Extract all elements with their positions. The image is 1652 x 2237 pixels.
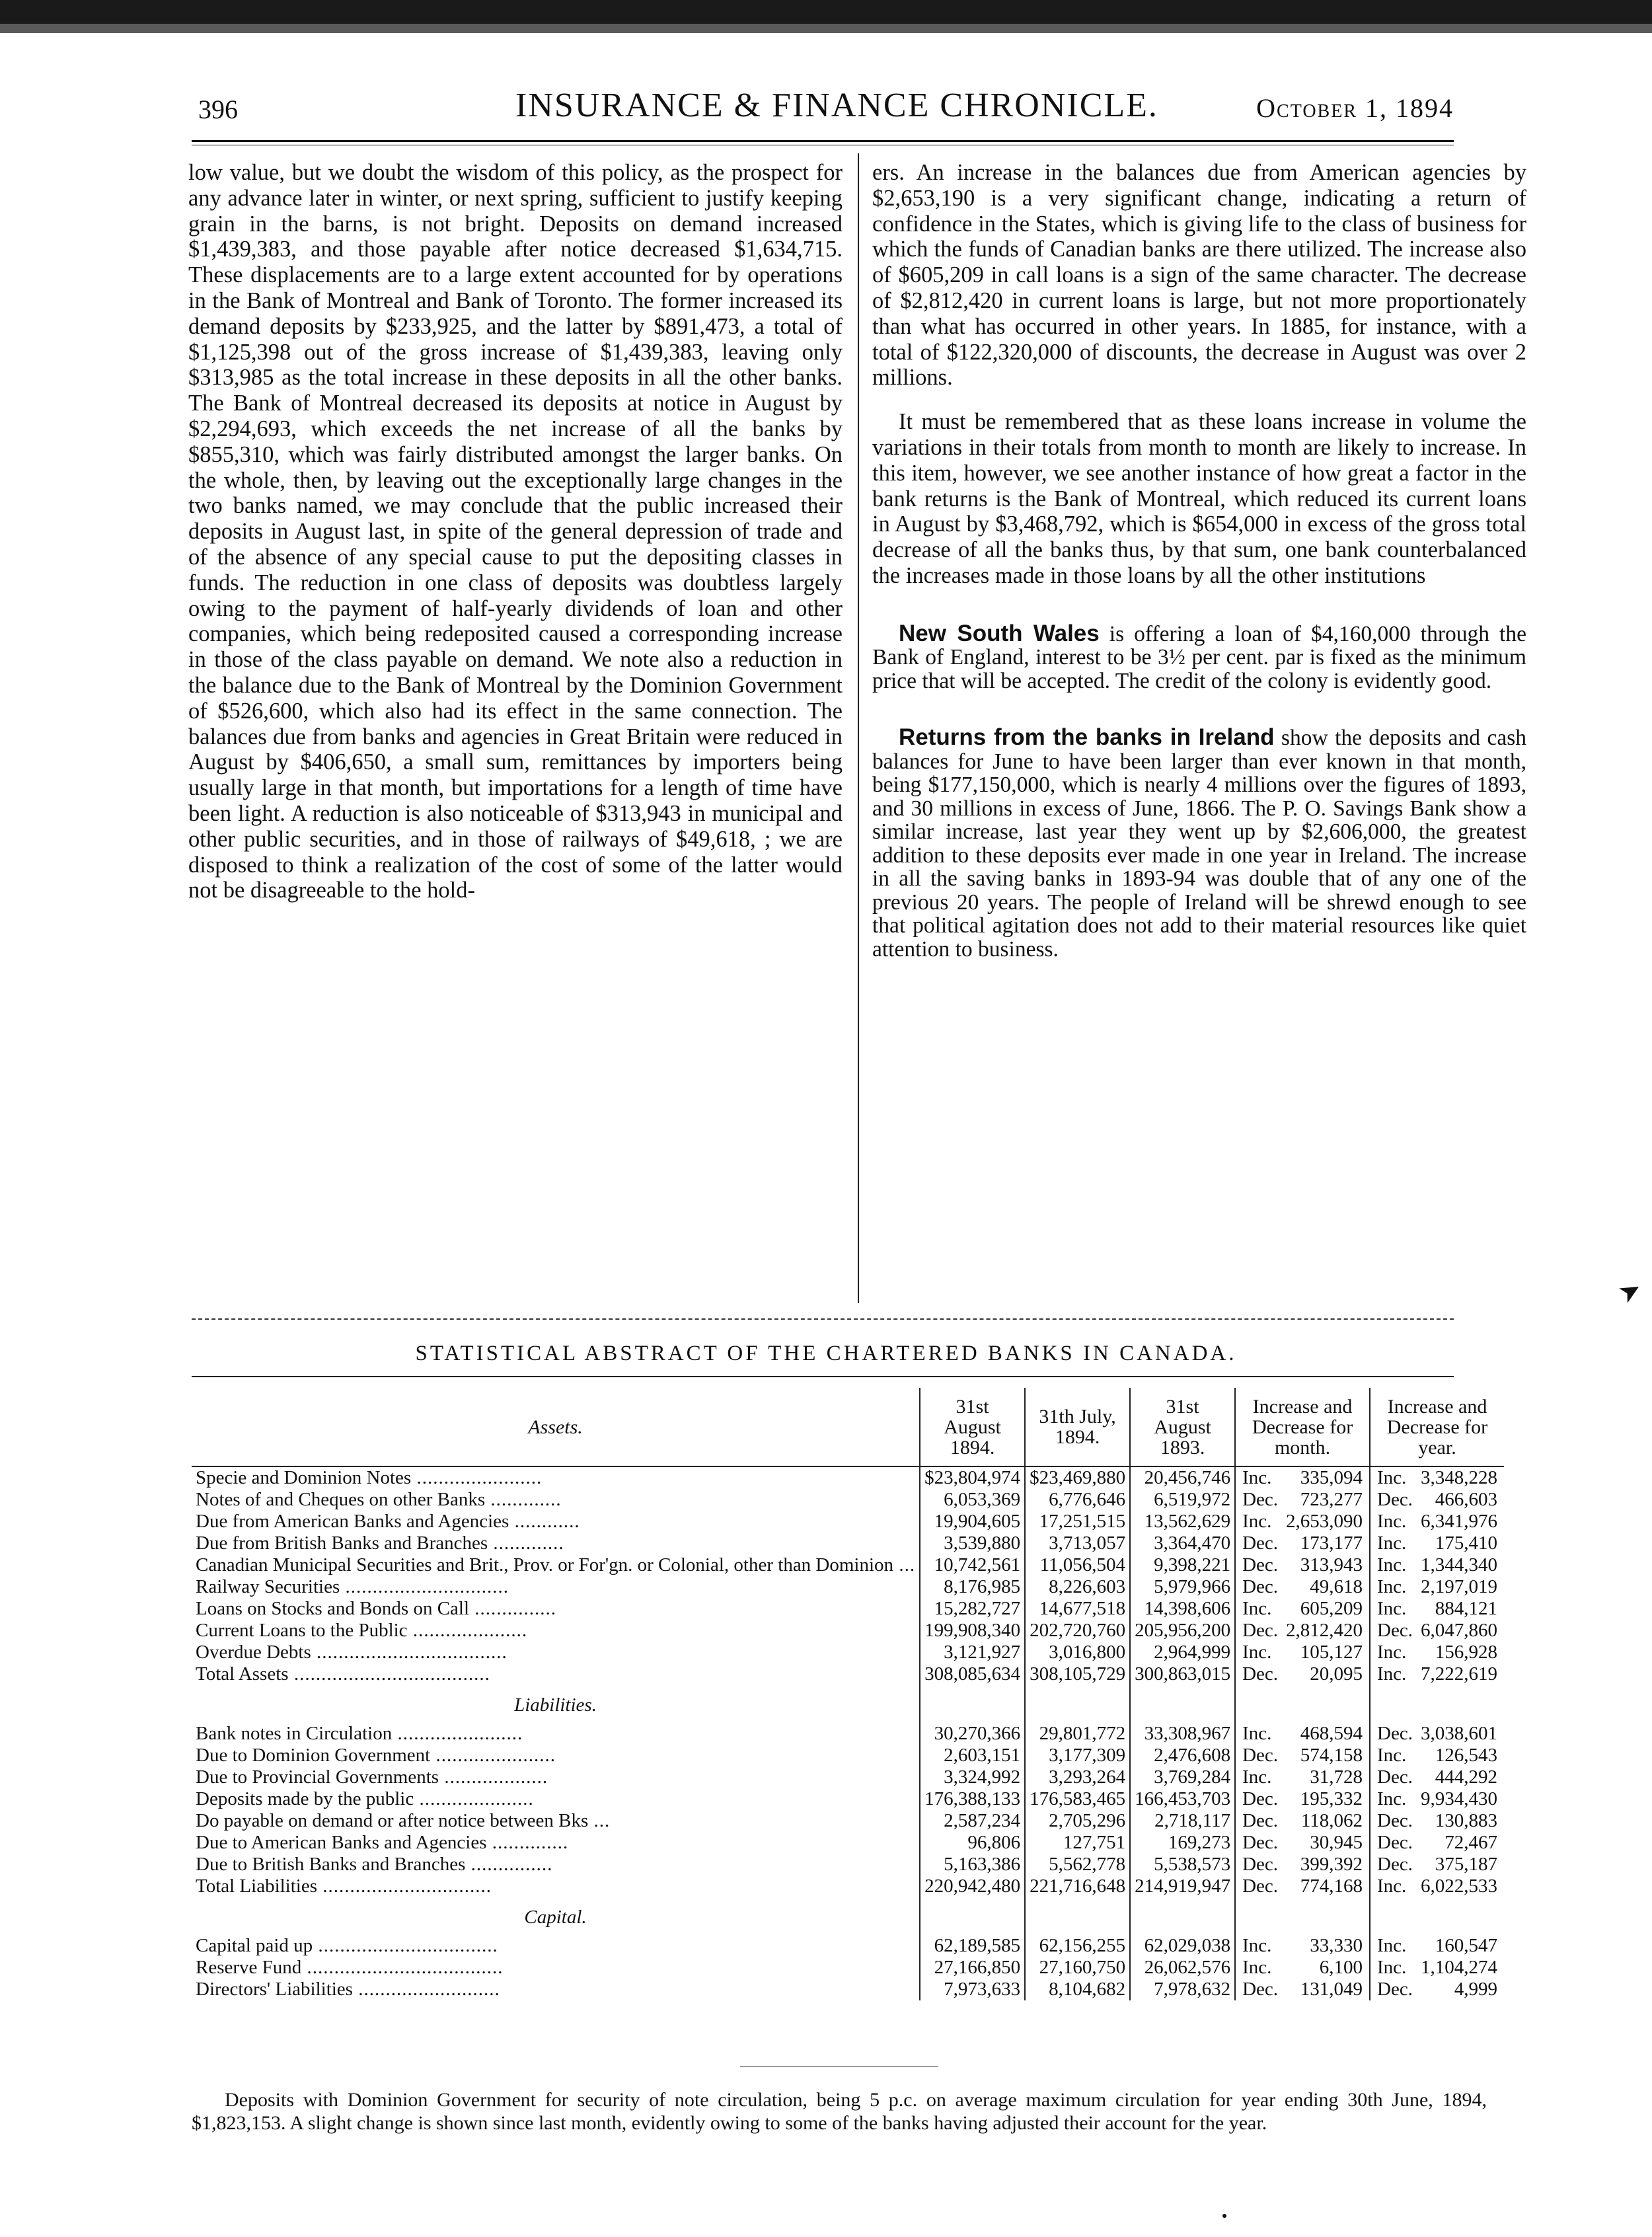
value-jul-1894: 5,562,778: [1025, 1854, 1130, 1876]
nsw-paragraph: [872, 622, 1526, 693]
row-label: [192, 1489, 920, 1511]
table-row: [192, 1745, 1504, 1766]
value-aug-1893: 3,364,470: [1130, 1533, 1235, 1554]
leader-dots: .....................: [414, 1788, 534, 1809]
value-aug-1893: 9,398,221: [1130, 1554, 1235, 1576]
header-rule: [192, 140, 1454, 145]
month-change: 30,945: [1310, 1832, 1363, 1853]
value-aug-1893: 33,308,967: [1130, 1723, 1235, 1745]
month-direction: Inc.: [1235, 1766, 1282, 1788]
value-jul-1894: 62,156,255: [1025, 1935, 1130, 1957]
table-header-row: [192, 1388, 1504, 1466]
table-row: [192, 1876, 1504, 1897]
month-change: 468,594: [1300, 1723, 1363, 1744]
issue-date: October 1, 1894: [1256, 93, 1454, 123]
left-column: [188, 160, 843, 903]
year-direction: Inc.: [1370, 1663, 1417, 1685]
value-aug-1893: 205,956,200: [1130, 1620, 1235, 1642]
year-change: 884,121: [1435, 1598, 1497, 1619]
right-paragraph-2: It must be remembered that as these loans increase in volume the variations in their totals from month to month are likely to increase. In this item, however, we see another instance of how great a factor in the bank returns is the Bank of Montreal, which reduced its current loans in August by $3,468,792, which is $654,000 in excess of the gross total decrease of all the banks thus, by that sum, one bank counterbalanced the increases made in those loans by all the other institutions: [872, 409, 1526, 588]
month-direction: Inc.: [1235, 1598, 1282, 1620]
nsw-text: is offering a loan of $4,160,000 through the Bank of England, interest to be 3½ per cent. par is fixed as the minimum price that will be accepted. The credit of the colony is evidently good.: [872, 621, 1526, 693]
row-label: [192, 1466, 920, 1489]
capital-section: [192, 1897, 1504, 1935]
value-jul-1894: 17,251,515: [1025, 1511, 1130, 1533]
row-label: [192, 1642, 920, 1663]
leader-dots: ............: [509, 1511, 580, 1532]
row-label-text: Railway Securities: [196, 1576, 340, 1597]
value-aug-1894: 308,085,634: [920, 1663, 1025, 1685]
row-label: [192, 1766, 920, 1788]
year-change: 130,883: [1435, 1810, 1497, 1831]
row-label: [192, 1663, 920, 1685]
year-direction: Dec.: [1370, 1810, 1417, 1832]
leader-dots: .....................: [407, 1620, 528, 1641]
value-aug-1893: 62,029,038: [1130, 1935, 1235, 1957]
value-aug-1893: 6,519,972: [1130, 1489, 1235, 1511]
value-aug-1894: 2,603,151: [920, 1745, 1025, 1766]
row-label-text: Notes of and Cheques on other Banks: [196, 1489, 486, 1510]
month-change: 33,330: [1310, 1935, 1363, 1956]
table-row: [192, 1935, 1504, 1957]
table-row: [192, 1511, 1504, 1533]
table-row: [192, 1554, 1504, 1576]
statistical-table: [192, 1388, 1504, 2000]
header-year-change: Increase and Decrease for year.: [1370, 1388, 1504, 1466]
month-change: 335,094: [1300, 1467, 1363, 1488]
value-aug-1893: 3,769,284: [1130, 1766, 1235, 1788]
value-aug-1894: 2,587,234: [920, 1810, 1025, 1832]
value-jul-1894: 14,677,518: [1025, 1598, 1130, 1620]
value-jul-1894: 127,751: [1025, 1832, 1130, 1854]
month-change: 574,158: [1300, 1745, 1363, 1766]
value-aug-1894: 7,973,633: [920, 1979, 1025, 2000]
year-direction: Inc.: [1370, 1466, 1417, 1489]
value-aug-1893: 2,718,117: [1130, 1810, 1235, 1832]
value-aug-1894: 3,121,927: [920, 1642, 1025, 1663]
value-aug-1894: 30,270,366: [920, 1723, 1025, 1745]
value-aug-1894: 220,942,480: [920, 1876, 1025, 1897]
month-change: 195,332: [1300, 1788, 1363, 1809]
nsw-heading: New South Wales: [899, 620, 1100, 646]
table-row: [192, 1788, 1504, 1810]
year-direction: Dec.: [1370, 1766, 1417, 1788]
leader-dots: ..............: [486, 1832, 569, 1853]
year-direction: Inc.: [1370, 1533, 1417, 1554]
value-aug-1893: 2,476,608: [1130, 1745, 1235, 1766]
left-paragraph: low value, but we doubt the wisdom of this policy, as the prospect for any advance later in winter, or next spring, sufficient to justify keeping grain in the barns, is not bright. Deposits on demand increased $1,439,383, and those payable after notice decreased $1,634,715. These displacements are to a large extent accounted for by operations in the Bank of Montreal and Bank of Toronto. The former increased its demand deposits by $233,925, and the latter by $891,473, a total of $1,125,398 out of the gross increase of $1,439,383, leaving only $313,985 as the total increase in these deposits in all the other banks. The Bank of Montreal decreased its deposits at notice in August by $2,294,693, which exceeds the net increase of all the banks by $855,310, which was fairly distributed amongst the larger banks. On the whole, then, by leaving out the exceptionally large changes in the two banks named, we may conclude that the public increased their deposits in August last, in spite of the general depression of trade and of the absence of any special cause to put the depositing classes in funds. The reduction in one class of deposits was doubtless largely owing to the payment of half-yearly dividends of loan and other companies, which being redeposited caused a corresponding increase in those of the class payable on demand. We note also a reduction in the balance due to the Bank of Montreal by the Dominion Government of $526,600, which also had its effect in the same connection. The balances due from banks and agencies in Great Britain were reduced in August by $406,650, a small sum, remittances by importers being usually large in that month, but importations for a length of time have been light. A reduction is also noticeable of $313,943 in municipal and other public securities, and in those of railways of $49,618, ; we are disposed to think a realization of the cost of some of the latter would not be disagreeable to the hold-: [188, 160, 843, 903]
liabilities-heading-row: [192, 1685, 1504, 1723]
month-direction: Dec.: [1235, 1810, 1282, 1832]
page-header: [198, 86, 1454, 132]
month-direction: Dec.: [1235, 1489, 1282, 1511]
year-direction: Dec.: [1370, 1620, 1417, 1642]
month-change: 605,209: [1300, 1598, 1363, 1619]
value-aug-1894: 27,166,850: [920, 1957, 1025, 1979]
column-divider: [858, 153, 859, 1303]
year-change: 1,344,340: [1420, 1554, 1497, 1575]
year-change: 175,410: [1435, 1533, 1497, 1554]
row-label: [192, 1935, 920, 1957]
month-direction: Inc.: [1235, 1935, 1282, 1957]
row-label: [192, 1554, 920, 1576]
row-label: [192, 1876, 920, 1897]
value-aug-1893: 14,398,606: [1130, 1598, 1235, 1620]
month-direction: Dec.: [1235, 1576, 1282, 1598]
row-label-text: Total Liabilities: [196, 1876, 318, 1897]
footnote: Deposits with Dominion Government for security of note circulation, being 5 p.c. on average maximum circulation for year ending 30th June, 1894, $1,823,153. A slight change is shown since last month, evidently owing to some of the banks having adjusted their account for the year.: [192, 2089, 1487, 2134]
leader-dots: ......................: [430, 1745, 556, 1766]
value-jul-1894: 3,016,800: [1025, 1642, 1130, 1663]
row-label-text: Overdue Debts: [196, 1642, 311, 1663]
row-label-text: Due to Dominion Government: [196, 1745, 431, 1766]
month-direction: Inc.: [1235, 1642, 1282, 1663]
year-change: 2,197,019: [1420, 1576, 1497, 1597]
value-aug-1894: 62,189,585: [920, 1935, 1025, 1957]
leader-dots: .............: [485, 1489, 562, 1510]
value-aug-1894: 19,904,605: [920, 1511, 1025, 1533]
row-label: [192, 1620, 920, 1642]
leader-dots: .......................: [392, 1723, 523, 1744]
leader-dots: ...............: [469, 1598, 557, 1619]
row-label-text: Deposits made by the public: [196, 1788, 414, 1809]
value-jul-1894: 2,705,296: [1025, 1810, 1130, 1832]
value-aug-1893: 2,964,999: [1130, 1642, 1235, 1663]
value-aug-1893: 169,273: [1130, 1832, 1235, 1854]
leader-dots: ....................................: [301, 1957, 504, 1978]
section-rule: [192, 1318, 1454, 1320]
month-change: 31,728: [1310, 1766, 1363, 1788]
year-direction: Inc.: [1370, 1876, 1417, 1897]
month-direction: Dec.: [1235, 1876, 1282, 1897]
value-aug-1893: 214,919,947: [1130, 1876, 1235, 1897]
row-label-text: Total Assets: [196, 1663, 289, 1685]
row-label: [192, 1788, 920, 1810]
value-jul-1894: 27,160,750: [1025, 1957, 1130, 1979]
year-change: 6,341,976: [1420, 1511, 1497, 1532]
table-title-rule: [192, 1376, 1454, 1377]
leader-dots: ..........................: [352, 1979, 500, 2000]
year-change: 4,999: [1454, 1979, 1497, 2000]
year-change: 6,047,860: [1420, 1620, 1497, 1641]
table-row: [192, 1766, 1504, 1788]
header-month-change: Increase and Decrease for month.: [1235, 1388, 1370, 1466]
row-label: [192, 1957, 920, 1979]
row-label-text: Reserve Fund: [196, 1957, 302, 1978]
year-change: 126,543: [1435, 1745, 1497, 1766]
year-direction: Inc.: [1370, 1554, 1417, 1576]
leader-dots: ...................: [439, 1766, 548, 1788]
year-direction: Dec.: [1370, 1832, 1417, 1854]
table-row: [192, 1642, 1504, 1663]
leader-dots: ...................................: [311, 1642, 507, 1663]
ireland-paragraph: [872, 726, 1526, 961]
value-aug-1894: 96,806: [920, 1832, 1025, 1854]
assets-body: [192, 1466, 1504, 1685]
row-label-text: Current Loans to the Public: [196, 1620, 408, 1641]
value-aug-1894: 3,324,992: [920, 1766, 1025, 1788]
year-direction: Inc.: [1370, 1642, 1417, 1663]
row-label: [192, 1745, 920, 1766]
month-change: 131,049: [1300, 1979, 1363, 2000]
year-direction: Inc.: [1370, 1745, 1417, 1766]
value-aug-1893: 20,456,746: [1130, 1466, 1235, 1489]
value-aug-1893: 5,979,966: [1130, 1576, 1235, 1598]
month-change: 774,168: [1300, 1876, 1363, 1897]
header-assets: Assets.: [528, 1416, 583, 1438]
year-direction: Inc.: [1370, 1935, 1417, 1957]
leader-dots: ...............................: [317, 1876, 492, 1897]
month-change: 313,943: [1300, 1554, 1363, 1575]
table-row: [192, 1598, 1504, 1620]
table-row: [192, 1854, 1504, 1876]
row-label-text: Do payable on demand or after notice between Bks: [196, 1810, 589, 1831]
year-direction: Dec.: [1370, 1489, 1417, 1511]
capital-heading: Capital.: [524, 1907, 587, 1928]
liabilities-heading: Liabilities.: [514, 1694, 597, 1716]
month-change: 6,100: [1319, 1957, 1363, 1978]
year-direction: Dec.: [1370, 1854, 1417, 1876]
row-label-text: Capital paid up: [196, 1935, 313, 1956]
month-direction: Inc.: [1235, 1957, 1282, 1979]
month-change: 118,062: [1300, 1810, 1363, 1831]
month-change: 105,127: [1300, 1642, 1363, 1663]
value-jul-1894: 8,226,603: [1025, 1576, 1130, 1598]
year-direction: Inc.: [1370, 1788, 1417, 1810]
month-change: 173,177: [1300, 1533, 1363, 1554]
value-jul-1894: 202,720,760: [1025, 1620, 1130, 1642]
publication-title: INSURANCE & FINANCE CHRONICLE.: [515, 87, 1158, 124]
value-jul-1894: $23,469,880: [1025, 1466, 1130, 1489]
month-change: 2,812,420: [1286, 1620, 1363, 1641]
row-label: [192, 1511, 920, 1533]
year-change: 6,022,533: [1420, 1876, 1497, 1897]
value-jul-1894: 176,583,465: [1025, 1788, 1130, 1810]
leader-dots: ...............: [465, 1854, 553, 1875]
year-change: 72,467: [1445, 1832, 1497, 1853]
year-change: 3,038,601: [1420, 1723, 1497, 1744]
row-label: [192, 1810, 920, 1832]
value-jul-1894: 308,105,729: [1025, 1663, 1130, 1685]
value-jul-1894: 29,801,772: [1025, 1723, 1130, 1745]
value-jul-1894: 3,177,309: [1025, 1745, 1130, 1766]
month-direction: Inc.: [1235, 1466, 1282, 1489]
header-jul-1894: 31th July, 1894.: [1025, 1388, 1130, 1466]
leader-dots: .................................: [313, 1935, 498, 1956]
capital-heading-row: [192, 1897, 1504, 1935]
value-aug-1894: 3,539,880: [920, 1533, 1025, 1554]
row-label: [192, 1576, 920, 1598]
month-change: 723,277: [1300, 1489, 1363, 1510]
leader-dots: ...: [588, 1810, 611, 1831]
row-label-text: Directors' Liabilities: [196, 1979, 353, 2000]
value-aug-1893: 300,863,015: [1130, 1663, 1235, 1685]
capital-body: [192, 1935, 1504, 2000]
month-direction: Dec.: [1235, 1832, 1282, 1854]
year-direction: Inc.: [1370, 1511, 1417, 1533]
month-direction: Inc.: [1235, 1723, 1282, 1745]
month-direction: Dec.: [1235, 1788, 1282, 1810]
value-aug-1894: 176,388,133: [920, 1788, 1025, 1810]
month-direction: Dec.: [1235, 1663, 1282, 1685]
row-label-text: Due from American Banks and Agencies: [196, 1511, 509, 1532]
value-aug-1893: 5,538,573: [1130, 1854, 1235, 1876]
month-change: 49,618: [1310, 1576, 1363, 1597]
value-jul-1894: 8,104,682: [1025, 1979, 1130, 2000]
value-aug-1894: 15,282,727: [920, 1598, 1025, 1620]
row-label-text: Due to British Banks and Branches: [196, 1854, 466, 1875]
value-aug-1894: 6,053,369: [920, 1489, 1025, 1511]
year-direction: Inc.: [1370, 1576, 1417, 1598]
value-aug-1893: 13,562,629: [1130, 1511, 1235, 1533]
row-label-text: Due to Provincial Governments: [196, 1766, 439, 1788]
month-direction: Dec.: [1235, 1854, 1282, 1876]
leader-dots: .......................: [411, 1467, 543, 1488]
header-aug-1893: 31st August 1893.: [1130, 1388, 1235, 1466]
year-change: 444,292: [1435, 1766, 1497, 1788]
row-label-text: Specie and Dominion Notes: [196, 1467, 412, 1488]
year-direction: Inc.: [1370, 1957, 1417, 1979]
month-change: 399,392: [1300, 1854, 1363, 1875]
year-direction: Inc.: [1370, 1598, 1417, 1620]
leader-dots: ....................................: [288, 1663, 490, 1685]
year-direction: Dec.: [1370, 1979, 1417, 2000]
value-aug-1893: 7,978,632: [1130, 1979, 1235, 2000]
row-label: [192, 1832, 920, 1854]
leader-dots: .............: [488, 1533, 564, 1554]
year-direction: Dec.: [1370, 1723, 1417, 1745]
year-change: 466,603: [1435, 1489, 1497, 1510]
value-aug-1894: 5,163,386: [920, 1854, 1025, 1876]
month-direction: Dec.: [1235, 1745, 1282, 1766]
table-row: [192, 1832, 1504, 1854]
margin-arrow-icon: ➤: [1612, 1272, 1647, 1310]
table-row: [192, 1663, 1504, 1685]
liabilities-section: [192, 1685, 1504, 1723]
row-label-text: Canadian Municipal Securities and Brit., Prov. or For'gn. or Colonial, other than Dominion: [196, 1554, 894, 1575]
right-column: [872, 160, 1526, 961]
ink-dot: [1222, 2214, 1226, 2218]
month-direction: Dec.: [1235, 1533, 1282, 1554]
scan-edge-shadow: [0, 24, 1652, 33]
row-label: [192, 1854, 920, 1876]
value-jul-1894: 3,293,264: [1025, 1766, 1130, 1788]
value-aug-1894: 10,742,561: [920, 1554, 1025, 1576]
statistical-abstract: [192, 1388, 1497, 2000]
right-paragraph-1: ers. An increase in the balances due from American agencies by $2,653,190 is a very significant change, indicating a return of confidence in the States, which is giving life to the class of business for which the funds of Canadian banks are there utilized. The increase also of $605,209 in call loans is a sign of the same character. The decrease of $2,812,420 in current loans is large, but not more proportionately than what has occurred in other years. In 1885, for instance, with a total of $122,320,000 of discounts, the decrease in August was over 2 millions.: [872, 160, 1526, 391]
scan-edge: [0, 0, 1652, 24]
year-change: 9,934,430: [1420, 1788, 1497, 1809]
value-jul-1894: 11,056,504: [1025, 1554, 1130, 1576]
table-row: [192, 1489, 1504, 1511]
value-aug-1894: $23,804,974: [920, 1466, 1025, 1489]
year-change: 1,104,274: [1420, 1957, 1497, 1978]
value-jul-1894: 3,713,057: [1025, 1533, 1130, 1554]
row-label: [192, 1723, 920, 1745]
value-aug-1894: 199,908,340: [920, 1620, 1025, 1642]
table-title: STATISTICAL ABSTRACT OF THE CHARTERED BANKS IN CANADA.: [415, 1342, 1237, 1365]
table-row: [192, 1576, 1504, 1598]
month-change: 20,095: [1310, 1663, 1363, 1685]
year-change: 375,187: [1435, 1854, 1497, 1875]
row-label: [192, 1979, 920, 2000]
row-label: [192, 1598, 920, 1620]
value-jul-1894: 6,776,646: [1025, 1489, 1130, 1511]
row-label: [192, 1533, 920, 1554]
table-row: [192, 1810, 1504, 1832]
header-aug-1894: 31st August 1894.: [920, 1388, 1025, 1466]
year-change: 3,348,228: [1420, 1467, 1497, 1488]
row-label-text: Loans on Stocks and Bonds on Call: [196, 1598, 470, 1619]
value-aug-1893: 26,062,576: [1130, 1957, 1235, 1979]
row-label-text: Due to American Banks and Agencies: [196, 1832, 487, 1853]
table-row: [192, 1620, 1504, 1642]
year-change: 7,222,619: [1420, 1663, 1497, 1685]
year-change: 156,928: [1435, 1642, 1497, 1663]
leader-dots: ..............................: [340, 1576, 509, 1597]
row-label-text: Bank notes in Circulation: [196, 1723, 393, 1744]
ireland-heading: Returns from the banks in Ireland: [899, 724, 1275, 751]
liabilities-body: [192, 1723, 1504, 1897]
table-row: [192, 1533, 1504, 1554]
table-row: [192, 1466, 1504, 1489]
month-change: 2,653,090: [1286, 1511, 1363, 1532]
table-row: [192, 1723, 1504, 1745]
page-number: 396: [198, 95, 238, 124]
value-aug-1893: 166,453,703: [1130, 1788, 1235, 1810]
value-jul-1894: 221,716,648: [1025, 1876, 1130, 1897]
month-direction: Dec.: [1235, 1620, 1282, 1642]
month-direction: Inc.: [1235, 1511, 1282, 1533]
value-aug-1894: 8,176,985: [920, 1576, 1025, 1598]
row-label-text: Due from British Banks and Branches: [196, 1533, 488, 1554]
leader-dots: ...: [893, 1554, 916, 1575]
table-row: [192, 1957, 1504, 1979]
year-change: 160,547: [1435, 1935, 1497, 1956]
month-direction: Dec.: [1235, 1979, 1282, 2000]
month-direction: Dec.: [1235, 1554, 1282, 1576]
table-row: [192, 1979, 1504, 2000]
ireland-text: show the deposits and cash balances for June to have been larger than ever known in that month, being $177,150,000, which is nearly 4 millions over the figures of 1893, and 30 millions in excess of June, 1866. The P. O. Savings Bank show a similar increase, last year they went up by $2,606,000, the greatest addition to these deposits ever made in one year in Ireland. The increase in all the saving banks in 1893-94 was double that of any one of the previous 20 years. The people of Ireland will be shrewd enough to see that political agitation does not add to their material resources like quiet attention to business.: [872, 726, 1527, 962]
